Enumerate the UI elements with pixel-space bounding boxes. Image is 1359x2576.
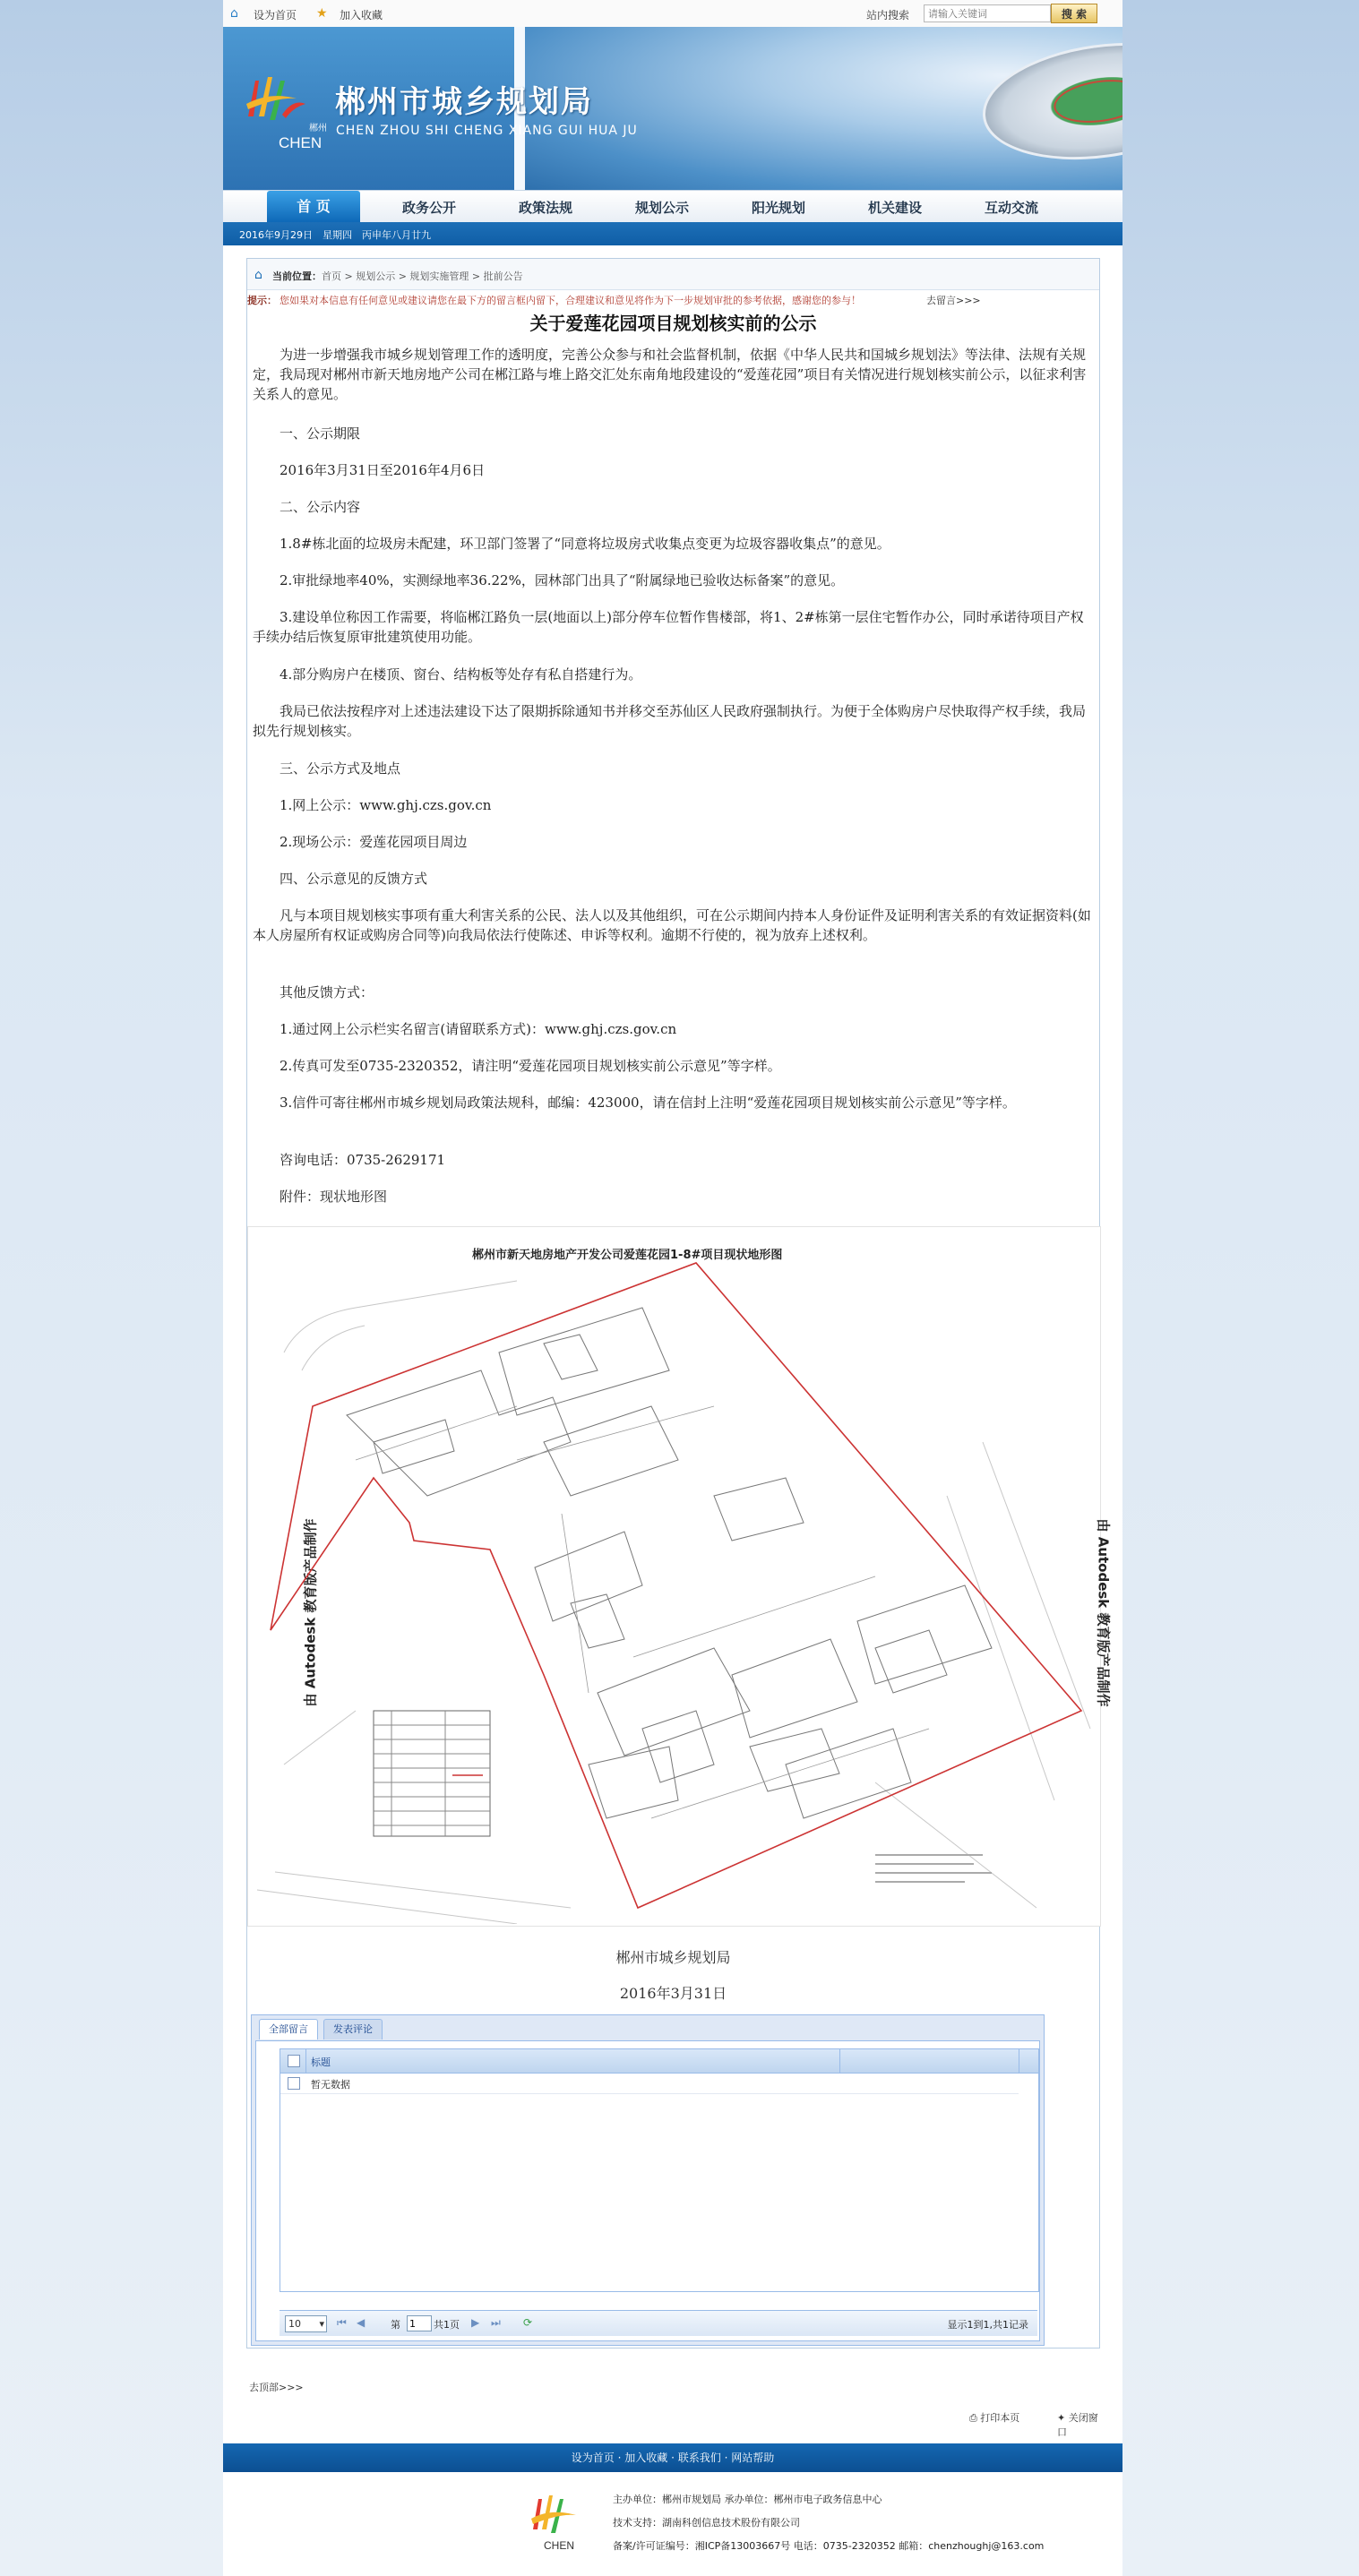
article-paragraph: 2016年3月31日至2016年4月6日 (253, 462, 486, 478)
article-paragraph: 一、公示期限 (253, 425, 361, 442)
nav-item-interaction[interactable]: 互动交流 (984, 200, 1038, 216)
article-paragraph: 其他反馈方式： (253, 984, 374, 1000)
goto-comment-link[interactable]: 去留言>>> (926, 295, 981, 306)
site-logo (243, 72, 309, 142)
nav-item-policy[interactable]: 政策法规 (518, 200, 572, 216)
nav-item-agency[interactable]: 机关建设 (867, 200, 922, 216)
page-total: 共1页 (434, 2319, 460, 2331)
banner-stadium-image (525, 27, 1122, 190)
last-page-icon[interactable]: ⏭ (491, 2316, 501, 2329)
article-paragraph: 咨询电话：0735-2629171 (253, 1152, 446, 1168)
close-label: 关闭窗口 (1057, 2412, 1098, 2438)
pagination-bar (280, 2310, 1037, 2336)
goto-top-link[interactable]: 去顶部>>> (249, 2382, 304, 2393)
article-paragraph: 1.8#栋北面的垃圾房未配建，环卫部门签署了“同意将垃圾房式收集点变更为垃圾容器收集点”的意见。 (253, 536, 890, 552)
article-paragraph: 四、公示意见的反馈方式 (253, 871, 428, 887)
figure-title: 郴州市新天地房地产开发公司爱莲花园1-8#项目现状地形图 (472, 1249, 783, 1262)
footer-link-favorite[interactable]: 加入收藏 (624, 2451, 668, 2464)
content-frame (246, 258, 1112, 2438)
site-subtitle: CHEN ZHOU SHI CHENG XIANG GUI HUA JU (336, 124, 638, 138)
footer-separator: · (617, 2451, 625, 2464)
tip-text: 您如果对本信息有任何意见或建议请您在最下方的留言框内留下，合理建议和意见将作为下一步规划审批的参考依据，感谢您的参与！ (280, 295, 861, 306)
footer-host: 主办单位：郴州市规划局 承办单位：郴州市电子政务信息中心 (613, 2494, 882, 2505)
article-paragraph: 附件：现状地形图 (253, 1189, 388, 1205)
tab-post-comment[interactable]: 发表评论 (323, 2019, 383, 2039)
article-paragraph: 凡与本项目规划核实事项有重大利害关系的公民、法人以及其他组织，可在公示期间内持本人身份证件及证明利害关系的有效证据资料(如本人房屋所有权证或购房合同等)向我局依法行使陈述、申诉等权利。逾期不行使的，视为放弃上述权利。 (253, 907, 1091, 943)
nav-item-home[interactable]: 首 页 (267, 191, 360, 223)
breadcrumb-label: 当前位置： (272, 270, 322, 282)
column-separator (305, 2049, 306, 2073)
close-icon: ✦ (1057, 2412, 1069, 2424)
current-date: 2016年9月29日 星期四 丙申年八月廿九 (239, 229, 431, 241)
column-separator (839, 2049, 840, 2073)
article-paragraph: 2.现场公示：爱莲花园项目周边 (253, 834, 468, 850)
nav-item-government[interactable]: 政务公开 (401, 200, 456, 216)
footer-link-help[interactable]: 网站帮助 (731, 2451, 775, 2464)
chevron-down-icon: ▾ (319, 2318, 324, 2330)
footer-link-set-home[interactable]: 设为首页 (571, 2451, 615, 2464)
page-label: 第 (391, 2319, 400, 2331)
article-paragraph: 2.传真可发至0735-2320352，请注明“爱莲花园项目规划核实前公示意见”等字样。 (253, 1058, 781, 1074)
next-page-icon[interactable]: ▶ (471, 2316, 480, 2329)
logo-text: CHEN (279, 134, 323, 151)
home-icon: ⌂ (254, 268, 262, 282)
pagination-info: 显示1到1,共1记录 (947, 2319, 1028, 2331)
main-nav (223, 190, 1122, 224)
article-paragraph: 为进一步增强我市城乡规划管理工作的透明度，完善公众参与和社会监督机制，依据《中华人民共和国城乡规划法》等法律、法规有关规定，我局现对郴州市新天地房地产公司在郴江路与堆上路交汇处东南角地段建设的“爱莲花园”项目有关情况进行规划核实前公示，以征求利害关系人的意见。 (253, 347, 1087, 402)
set-home-link[interactable]: 设为首页 (254, 9, 297, 21)
grid-header (280, 2049, 1038, 2074)
site-title: 郴州市城乡规划局 (335, 84, 593, 120)
signature-org: 郴州市城乡规划局 (615, 1949, 731, 1966)
empty-data-text: 暂无数据 (311, 2079, 350, 2091)
add-favorite-link[interactable]: 加入收藏 (340, 9, 383, 21)
footer-info (223, 2472, 1122, 2576)
article-paragraph: 1.网上公示：www.ghj.czs.gov.cn (253, 797, 492, 813)
article-paragraph: 3.建设单位称因工作需要，将临郴江路负一层(地面以上)部分停车位暂作售楼部，将1、2#栋第一层住宅暂作办公，同时承诺待项目产权手续办结后恢复原审批建筑使用功能。 (253, 609, 1084, 645)
print-link[interactable] (969, 2410, 1019, 2425)
first-page-icon[interactable]: ⏮ (337, 2316, 347, 2329)
print-label: 打印本页 (980, 2412, 1020, 2424)
tip-bar (247, 289, 1099, 309)
footer-link-contact[interactable]: 联系我们 (677, 2451, 721, 2464)
article-paragraph: 我局已依法按程序对上述违法建设下达了限期拆除通知书并移交至苏仙区人民政府强制执行。为便于全体购房户尽快取得产权手续，我局拟先行规划核实。 (253, 703, 1087, 739)
article-paragraph: 2.审批绿地率40%，实测绿地率36.22%，园林部门出具了“附属绿地已验收达标备案”的意见。 (253, 572, 845, 588)
site-plan-image (247, 1226, 1112, 1927)
breadcrumb (247, 259, 1099, 290)
page-number-input[interactable] (407, 2315, 432, 2331)
breadcrumb-path[interactable]: 首页 > 规划公示 > 规划实施管理 > 批前公告 (322, 270, 523, 282)
article-paragraph: 二、公示内容 (253, 499, 361, 515)
page-size-value: 10 (288, 2318, 301, 2330)
page-title: 关于爱莲花园项目规划核实前的公示 (529, 313, 817, 334)
breadcrumb-text (272, 269, 523, 283)
footer-nav (223, 2443, 1122, 2472)
search-label: 站内搜索 (866, 9, 910, 21)
article-paragraph: 1.通过网上公示栏实名留言(请留联系方式)：www.ghj.czs.gov.cn (253, 1021, 677, 1037)
prev-page-icon[interactable]: ◀ (357, 2316, 366, 2329)
article-paragraph: 三、公示方式及地点 (253, 760, 401, 777)
select-all-checkbox[interactable] (288, 2055, 300, 2067)
table-row[interactable] (280, 2074, 1019, 2094)
row-checkbox[interactable] (288, 2077, 300, 2090)
nav-item-sunshine-planning[interactable]: 阳光规划 (751, 200, 805, 216)
article-paragraph: 4.部分购房户在楼顶、窗台、结构板等处存有私自搭建行为。 (253, 666, 642, 683)
search-input[interactable] (924, 4, 1051, 22)
home-icon: ⌂ (230, 6, 238, 21)
footer-record: 备案/许可证编号：湘ICP备13003667号 电话：0735-2320352 邮箱：chenzhoughj@163.com (613, 2540, 1045, 2552)
top-bar (223, 0, 1122, 28)
comments-panel (251, 2014, 1045, 2346)
tab-all-comments[interactable]: 全部留言 (259, 2019, 318, 2039)
footer-tech-support: 技术支持：湖南科创信息技术股份有限公司 (613, 2517, 800, 2529)
footer-logo (528, 2492, 587, 2555)
date-bar (223, 222, 1122, 245)
comments-body (255, 2040, 1040, 2341)
notes-block (875, 1854, 992, 1883)
tip-label: 提示： (247, 295, 277, 306)
refresh-icon[interactable]: ⟳ (523, 2316, 533, 2329)
close-window-link[interactable] (1057, 2410, 1099, 2439)
print-icon: ⎙ (969, 2412, 981, 2424)
site-plan-drawing (248, 1227, 1098, 1924)
page-size-select[interactable] (285, 2315, 327, 2332)
footer-logo-text: CHEN (544, 2539, 575, 2552)
watermark-right: 由 Autodesk 教育版产品制作 (1095, 1518, 1112, 1707)
watermark-left: 由 Autodesk 教育版产品制作 (302, 1518, 319, 1707)
logo-small-text: 郴州 (309, 124, 327, 133)
legend-table (374, 1711, 490, 1836)
footer-separator: · (724, 2451, 732, 2464)
nav-item-planning-notice[interactable]: 规划公示 (634, 200, 689, 216)
article-paragraph: 3.信件可寄往郴州市城乡规划局政策法规科，邮编：423000，请在信封上注明“爱莲花园项目规划核实前公示意见”等字样。 (253, 1095, 1016, 1111)
column-header-title[interactable]: 标题 (311, 2057, 331, 2068)
signature-date: 2016年3月31日 (619, 1985, 727, 2002)
footer-separator: · (671, 2451, 678, 2464)
comments-grid (280, 2048, 1039, 2292)
search-button[interactable]: 搜 索 (1051, 4, 1097, 23)
page (223, 0, 1122, 2576)
star-icon: ★ (316, 6, 328, 21)
header-banner (223, 27, 1122, 190)
